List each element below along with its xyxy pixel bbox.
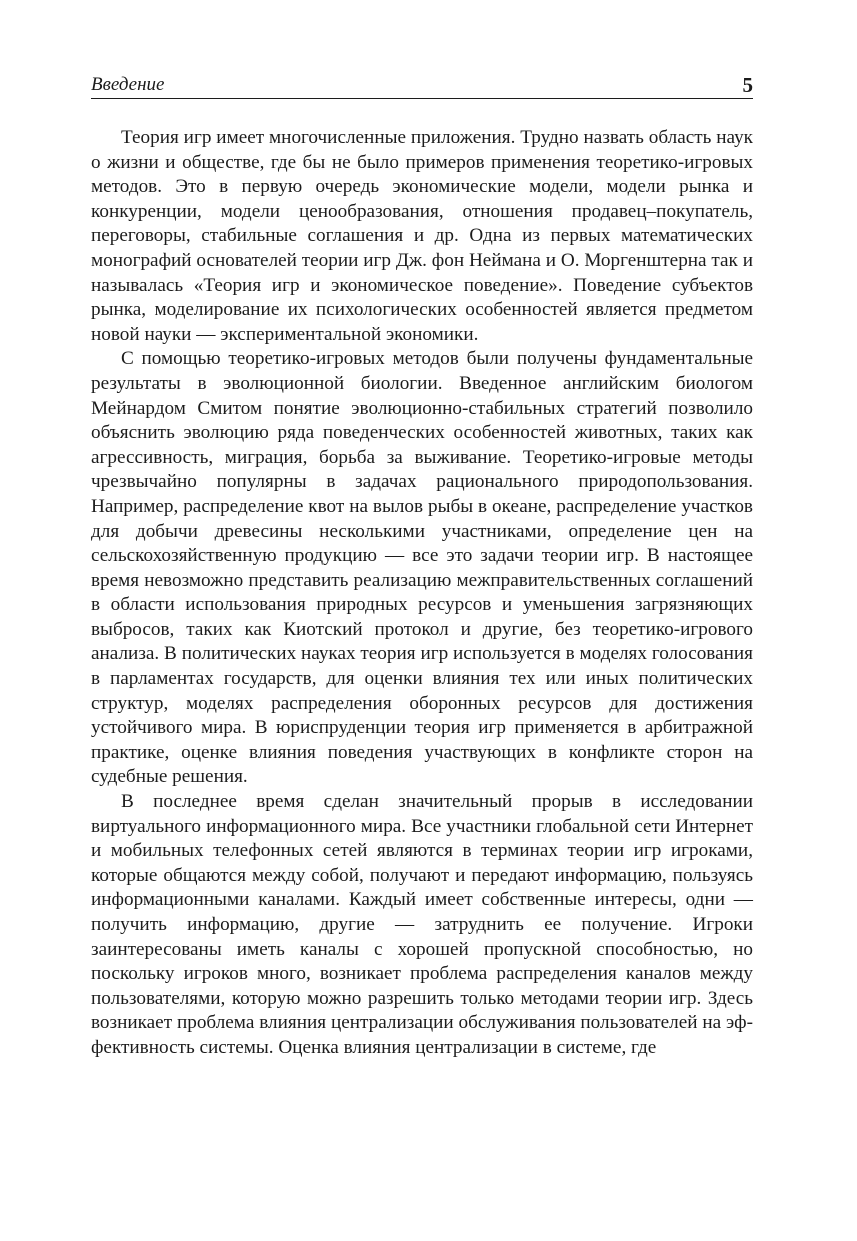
running-header <box>91 72 753 99</box>
book-page <box>91 72 753 1061</box>
paragraph: В последнее время сделан значительный прорыв в исследовании виртуального информационного мира. Все участники глобальной сети Интернет и мобильных телефонных сетей являются в терминах теории игр игроками, которые общаются между собой, получают и передают информацию, пользуясь информационными каналами. Каждый имеет собственные интересы, одни — получить информацию, другие — затруднить ее получение. Игроки заинтересованы иметь каналы с хорошей пропускной способностью, но поскольку игроков много, возникает проблема распределения каналов между пользователями, которую можно разрешить только методами теории игр. Здесь возникает проблема влияния централизации обслуживания пользователей на эффективность системы. Оценка влияния централизации в системе, где <box>91 791 753 1058</box>
section-title: Введение <box>91 74 165 95</box>
paragraph: С помощью теоретико-игровых методов были получены фундаментальные результаты в эволюционной биологии. Введенное английским биологом Мейнардом Смитом понятие эволюционно-стабильных стратегий позволило объяснить эволюцию ряда поведенческих особенностей животных, таких как агрессивность, миграция, борьба за выживание. Теоретико-игровые методы чрезвычайно популярны в задачах рационального природопользования. Например, распределение квот на вылов рыбы в океане, распределение участков для добычи древесины несколькими участниками, определение цен на сельскохозяйственную продукцию — все это задачи теории игр. В настоящее время невозможно представить реализацию межправительственных соглашений в области использования природных ресурсов и уменьшения загрязняющих выбросов, таких как Киотский протокол и другие, без теоретико-игрового анализа. В политических науках теория игр используется в моделях голосования в парламентах государств, для оценки влияния тех или иных политических структур, моделях распределения оборонных ресурсов для достижения устойчивого мира. В юриспруденции теория игр применяется в арбитражной практике, оценке влияния поведения участвующих в конфликте сторон на судебные решения. <box>91 348 753 788</box>
page-number: 5 <box>742 73 753 97</box>
paragraph: Теория игр имеет многочисленные приложения. Трудно назвать область наук о жизни и обществе, где бы не было примеров применения теоретико-игровых методов. Это в первую очередь экономические модели, модели рынка и конкуренции, модели ценообразования, отношения продавец–покупатель, переговоры, стабильные соглашения и др. Одна из первых математических монографий основателей теории игр Дж. фон Неймана и О. Моргенштерна так и называлась «Теория игр и экономическое поведение». Поведение субъектов рынка, моделирование их психологических особенностей является предметом новой науки — экспериментальной экономики. <box>91 127 753 345</box>
body-text <box>91 126 753 1061</box>
